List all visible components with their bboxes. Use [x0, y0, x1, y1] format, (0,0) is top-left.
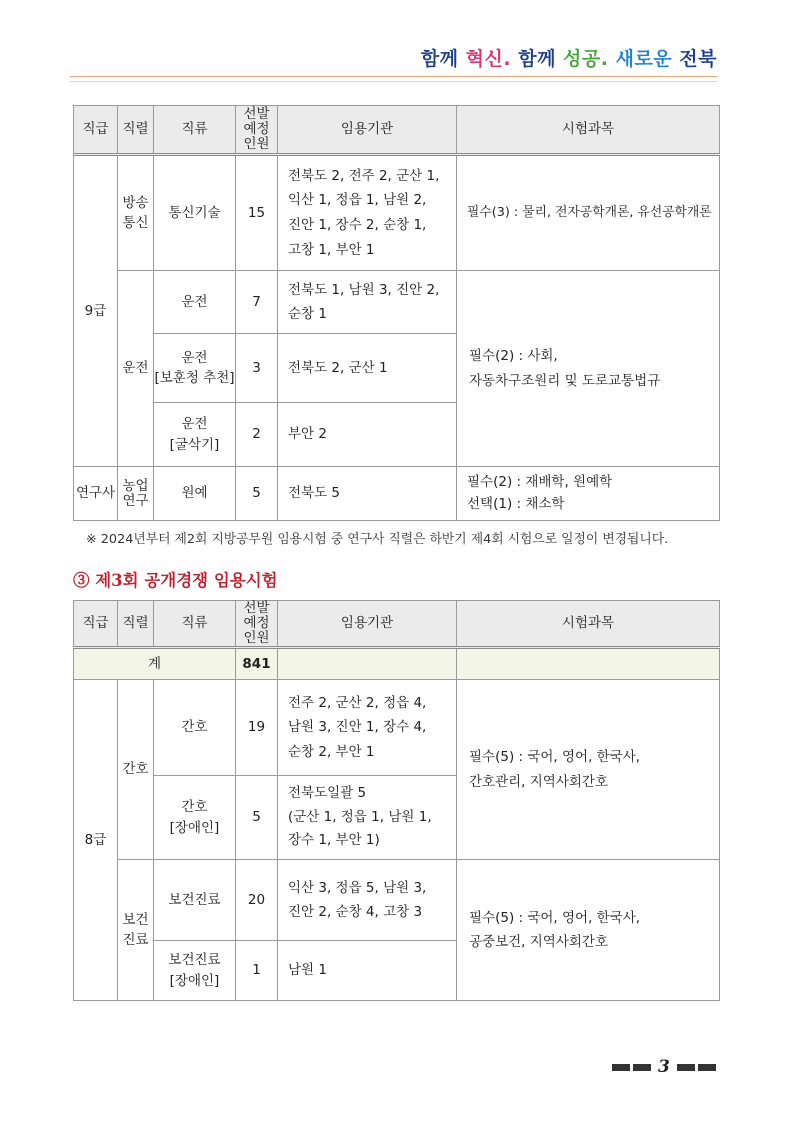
category-cell: 간호 [장애인]: [154, 776, 236, 860]
grade-cell: 연구사: [74, 467, 118, 521]
page-number-text: 3: [658, 1057, 670, 1077]
total-subjects: [457, 648, 720, 680]
subjects-cell: 필수(2) : 재배학, 원예학 선택(1) : 채소학: [457, 467, 720, 521]
agency-cell: 익산 3, 정읍 5, 남원 3, 진안 2, 순창 4, 고창 3: [278, 860, 457, 941]
category-cell: 운전: [154, 271, 236, 334]
category-cell: 운전 [굴삭기]: [154, 403, 236, 467]
quota-cell: 19: [236, 680, 278, 776]
section-title: ③ 제3회 공개경쟁 임용시험: [73, 571, 278, 590]
header-subjects: 시험과목: [457, 601, 720, 648]
header-quota: 선발 예정 인원: [236, 601, 278, 648]
quota-cell: 5: [236, 776, 278, 860]
total-label: 계: [74, 648, 236, 680]
agency-cell: 부안 2: [278, 403, 457, 467]
slogan-part5: 새로운: [608, 48, 680, 70]
header-agency: 임용기관: [278, 601, 457, 648]
agency-cell: 전주 2, 군산 2, 정읍 4, 남원 3, 진안 1, 장수 4, 순창 2, 부안 1: [278, 680, 457, 776]
subjects-cell: 필수(3) : 물리, 전자공학개론, 유선공학개론: [457, 155, 720, 271]
header-divider-thin: [70, 81, 717, 82]
quota-cell: 5: [236, 467, 278, 521]
agency-cell: 전북도 2, 전주 2, 군산 1, 익산 1, 정읍 1, 남원 2, 진안 1, 장수 2, 순창 1, 고창 1, 부안 1: [278, 155, 457, 271]
slogan-part2: 혁신.: [465, 48, 512, 70]
slogan-part4: 성공.: [563, 48, 609, 70]
category-cell: 원예: [154, 467, 236, 521]
grade-cell: 8급: [74, 680, 118, 1001]
agency-cell: 전북도 2, 군산 1: [278, 334, 457, 403]
total-agency: [278, 648, 457, 680]
header-grade: 직급: [74, 106, 118, 155]
header-agency: 임용기관: [278, 106, 457, 155]
series-cell: 농업 연구: [118, 467, 154, 521]
category-cell: 통신기술: [154, 155, 236, 271]
quota-cell: 15: [236, 155, 278, 271]
header-category: 직류: [154, 601, 236, 648]
header-slogan: [421, 44, 717, 71]
quota-cell: 3: [236, 334, 278, 403]
total-value: 841: [236, 648, 278, 680]
header-series: 직렬: [118, 601, 154, 648]
quota-cell: 2: [236, 403, 278, 467]
page-bar-left-1: [612, 1064, 630, 1071]
grade-cell: 9급: [74, 155, 118, 467]
exam-table-3: [73, 600, 720, 1001]
agency-cell: 전북도일괄 5 (군산 1, 정읍 1, 남원 1, 장수 1, 부안 1): [278, 776, 457, 860]
category-cell: 보건진료 [장애인]: [154, 941, 236, 1001]
header-quota: 선발 예정 인원: [236, 106, 278, 155]
series-cell: 방송 통신: [118, 155, 154, 271]
category-cell: 보건진료: [154, 860, 236, 941]
page-bar-left-2: [633, 1064, 651, 1071]
series-cell: 간호: [118, 680, 154, 860]
category-cell: 운전 [보훈청 추천]: [154, 334, 236, 403]
subjects-cell: 필수(5) : 국어, 영어, 한국사, 공중보건, 지역사회간호: [457, 860, 720, 1001]
header-divider: [70, 76, 717, 77]
slogan-part6: 전북: [679, 48, 717, 70]
exam-table-2: [73, 105, 720, 521]
slogan-part3: 함께: [511, 48, 564, 70]
category-cell: 간호: [154, 680, 236, 776]
subjects-cell: 필수(2) : 사회, 자동차구조원리 및 도로교통법규: [457, 271, 720, 467]
header-subjects: 시험과목: [457, 106, 720, 155]
slogan-part1: 함께: [420, 48, 466, 70]
agency-cell: 남원 1: [278, 941, 457, 1001]
header-category: 직류: [154, 106, 236, 155]
page-bar-right-2: [698, 1064, 716, 1071]
page-number: [612, 1057, 716, 1077]
header-grade: 직급: [74, 601, 118, 648]
agency-cell: 전북도 5: [278, 467, 457, 521]
agency-cell: 전북도 1, 남원 3, 진안 2, 순창 1: [278, 271, 457, 334]
page-bar-right-1: [677, 1064, 695, 1071]
header-series: 직렬: [118, 106, 154, 155]
quota-cell: 7: [236, 271, 278, 334]
quota-cell: 20: [236, 860, 278, 941]
quota-cell: 1: [236, 941, 278, 1001]
series-cell: 운전: [118, 271, 154, 467]
schedule-note: ※ 2024년부터 제2회 지방공무원 임용시험 중 연구사 직렬은 하반기 제4회 시험으로 일정이 변경됩니다.: [86, 532, 669, 547]
series-cell: 보건 진료: [118, 860, 154, 1001]
subjects-cell: 필수(5) : 국어, 영어, 한국사, 간호관리, 지역사회간호: [457, 680, 720, 860]
